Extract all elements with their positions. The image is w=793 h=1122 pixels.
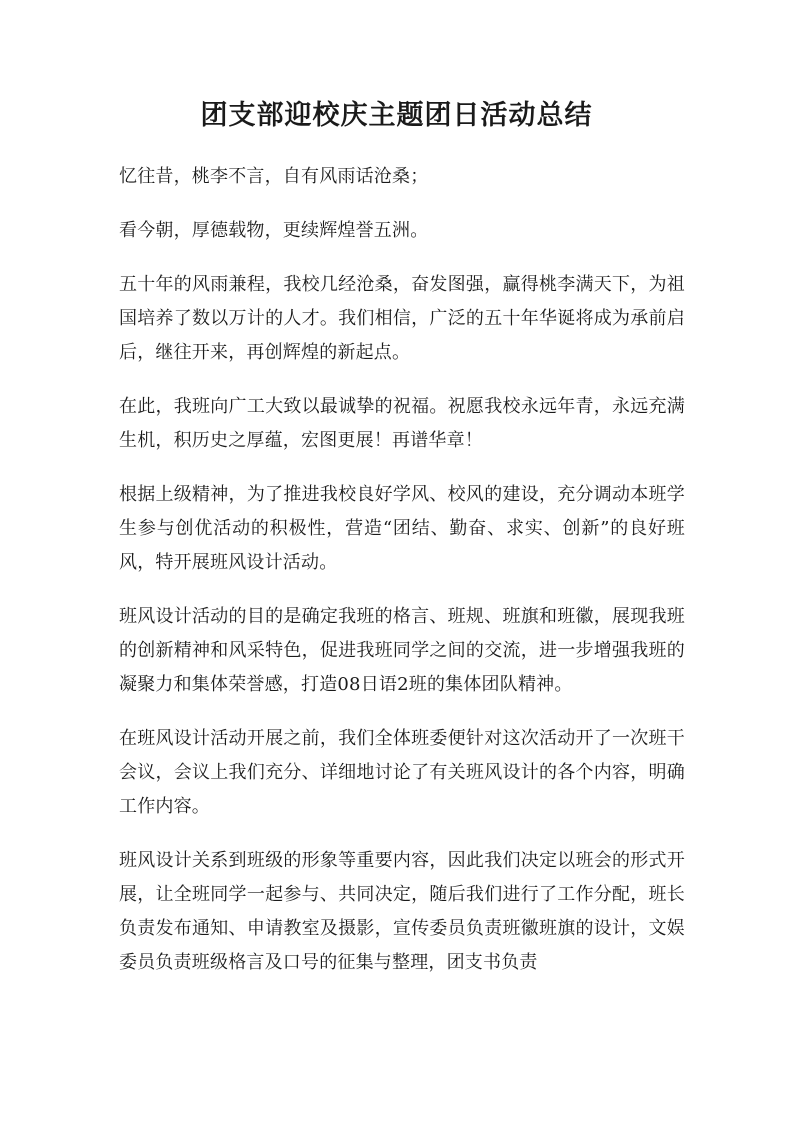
document-title: 团支部迎校庆主题团日活动总结 [200,100,593,131]
paragraph: 根据上级精神，为了推进我校良好学风、校风的建设，充分调动本班学生参与创优活动的积极性，营造“团结、勤奋、求实、创新”的良好班风，特开展班风设计活动。 [119,484,685,573]
paragraph: 班风设计关系到班级的形象等重要内容，因此我们决定以班会的形式开展，让全班同学一起参与、共同决定，随后我们进行了工作分配，班长负责发布通知、申请教室及摄影，宣传委员负责班徽班旗的设计，文娱委员负责班级格言及口号的征集与整理，团支书负责 [119,850,685,973]
paragraph: 在班风设计活动开展之前，我们全体班委便针对这次活动开了一次班干会议，会议上我们充分、详细地讨论了有关班风设计的各个内容，明确工作内容。 [119,728,685,817]
paragraph: 班风设计活动的目的是确定我班的格言、班规、班旗和班徽，展现我班的创新精神和风采特色，促进我班同学之间的交流，进一步增强我班的凝聚力和集体荣誉感，打造08日语2班的集体团队精神。 [119,606,685,695]
document-body [119,160,685,1000]
paragraph: 忆往昔，桃李不言，自有风雨话沧桑； [119,166,429,187]
paragraph: 五十年的风雨兼程，我校几经沧桑，奋发图强，赢得桃李满天下，为祖国培养了数以万计的人才。我们相信，广泛的五十年华诞将成为承前启后，继往开来，再创辉煌的新起点。 [119,274,685,363]
paragraph: 看今朝，厚德载物，更续辉煌誉五洲。 [119,220,429,241]
paragraph: 在此，我班向广工大致以最诚挚的祝福。祝愿我校永远年青，永远充满生机，积历史之厚蕴，宏图更展！再谱华章！ [119,396,685,451]
